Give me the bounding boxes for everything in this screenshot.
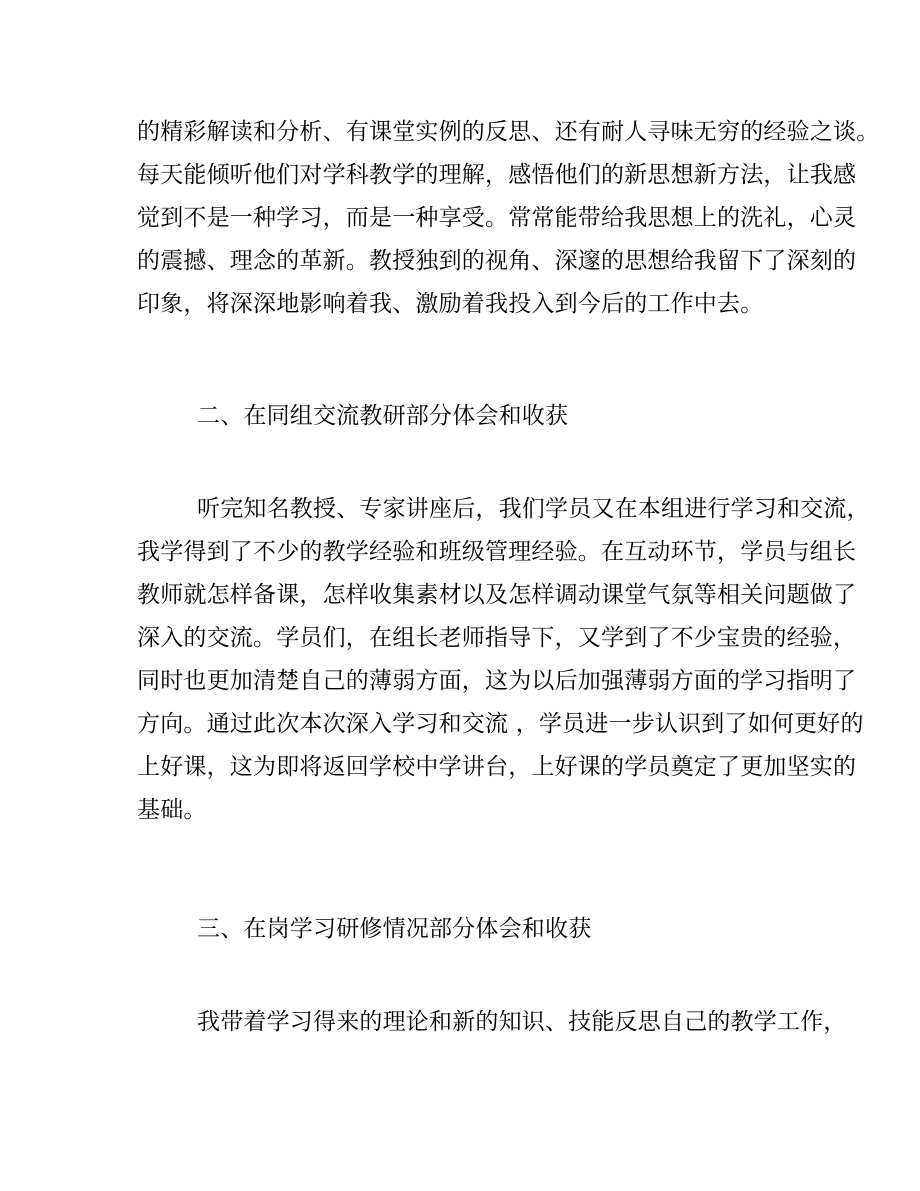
- paragraph-line: 我学得到了不少的教学经验和班级管理经验。在互动环节，学员与组长: [137, 539, 857, 565]
- section-heading-2: 二、在同组交流教研部分体会和收获: [197, 403, 569, 429]
- paragraph-line: 听完知名教授、专家讲座后，我们学员又在本组进行学习和交流，: [197, 496, 870, 522]
- paragraph-line: 的精彩解读和分析、有课堂实例的反思、还有耐人寻味无穷的经验之谈。: [137, 119, 880, 145]
- paragraph-line: 的震撼、理念的革新。教授独到的视角、深邃的思想给我留下了深刻的: [137, 248, 857, 274]
- paragraph-line: 同时也更加清楚自己的薄弱方面，这为以后加强薄弱方面的学习指明了: [137, 668, 857, 694]
- paragraph-line: 印象，将深深地影响着我、激励着我投入到今后的工作中去。: [137, 291, 764, 317]
- paragraph-line: 上好课，这为即将返回学校中学讲台，上好课的学员奠定了更加坚实的: [137, 754, 857, 780]
- paragraph-line: 每天能倾听他们对学科教学的理解，感悟他们的新思想新方法，让我感: [137, 162, 857, 188]
- paragraph-line: 我带着学习得来的理论和新的知识、技能反思自己的教学工作，: [197, 1009, 847, 1035]
- paragraph-line: 深入的交流。学员们，在组长老师指导下，又学到了不少宝贵的经验，: [137, 625, 857, 651]
- section-heading-3: 三、在岗学习研修情况部分体会和收获: [197, 916, 592, 942]
- paragraph-line: 基础。: [137, 797, 207, 823]
- paragraph-line: 觉到不是一种学习，而是一种享受。常常能带给我思想上的洗礼，心灵: [137, 205, 857, 231]
- paragraph-line: 方向。通过此次本次深入学习和交流 ，学员进一步认识到了如何更好的: [137, 711, 864, 737]
- paragraph-line: 教师就怎样备课，怎样收集素材以及怎样调动课堂气氛等相关问题做了: [137, 582, 857, 608]
